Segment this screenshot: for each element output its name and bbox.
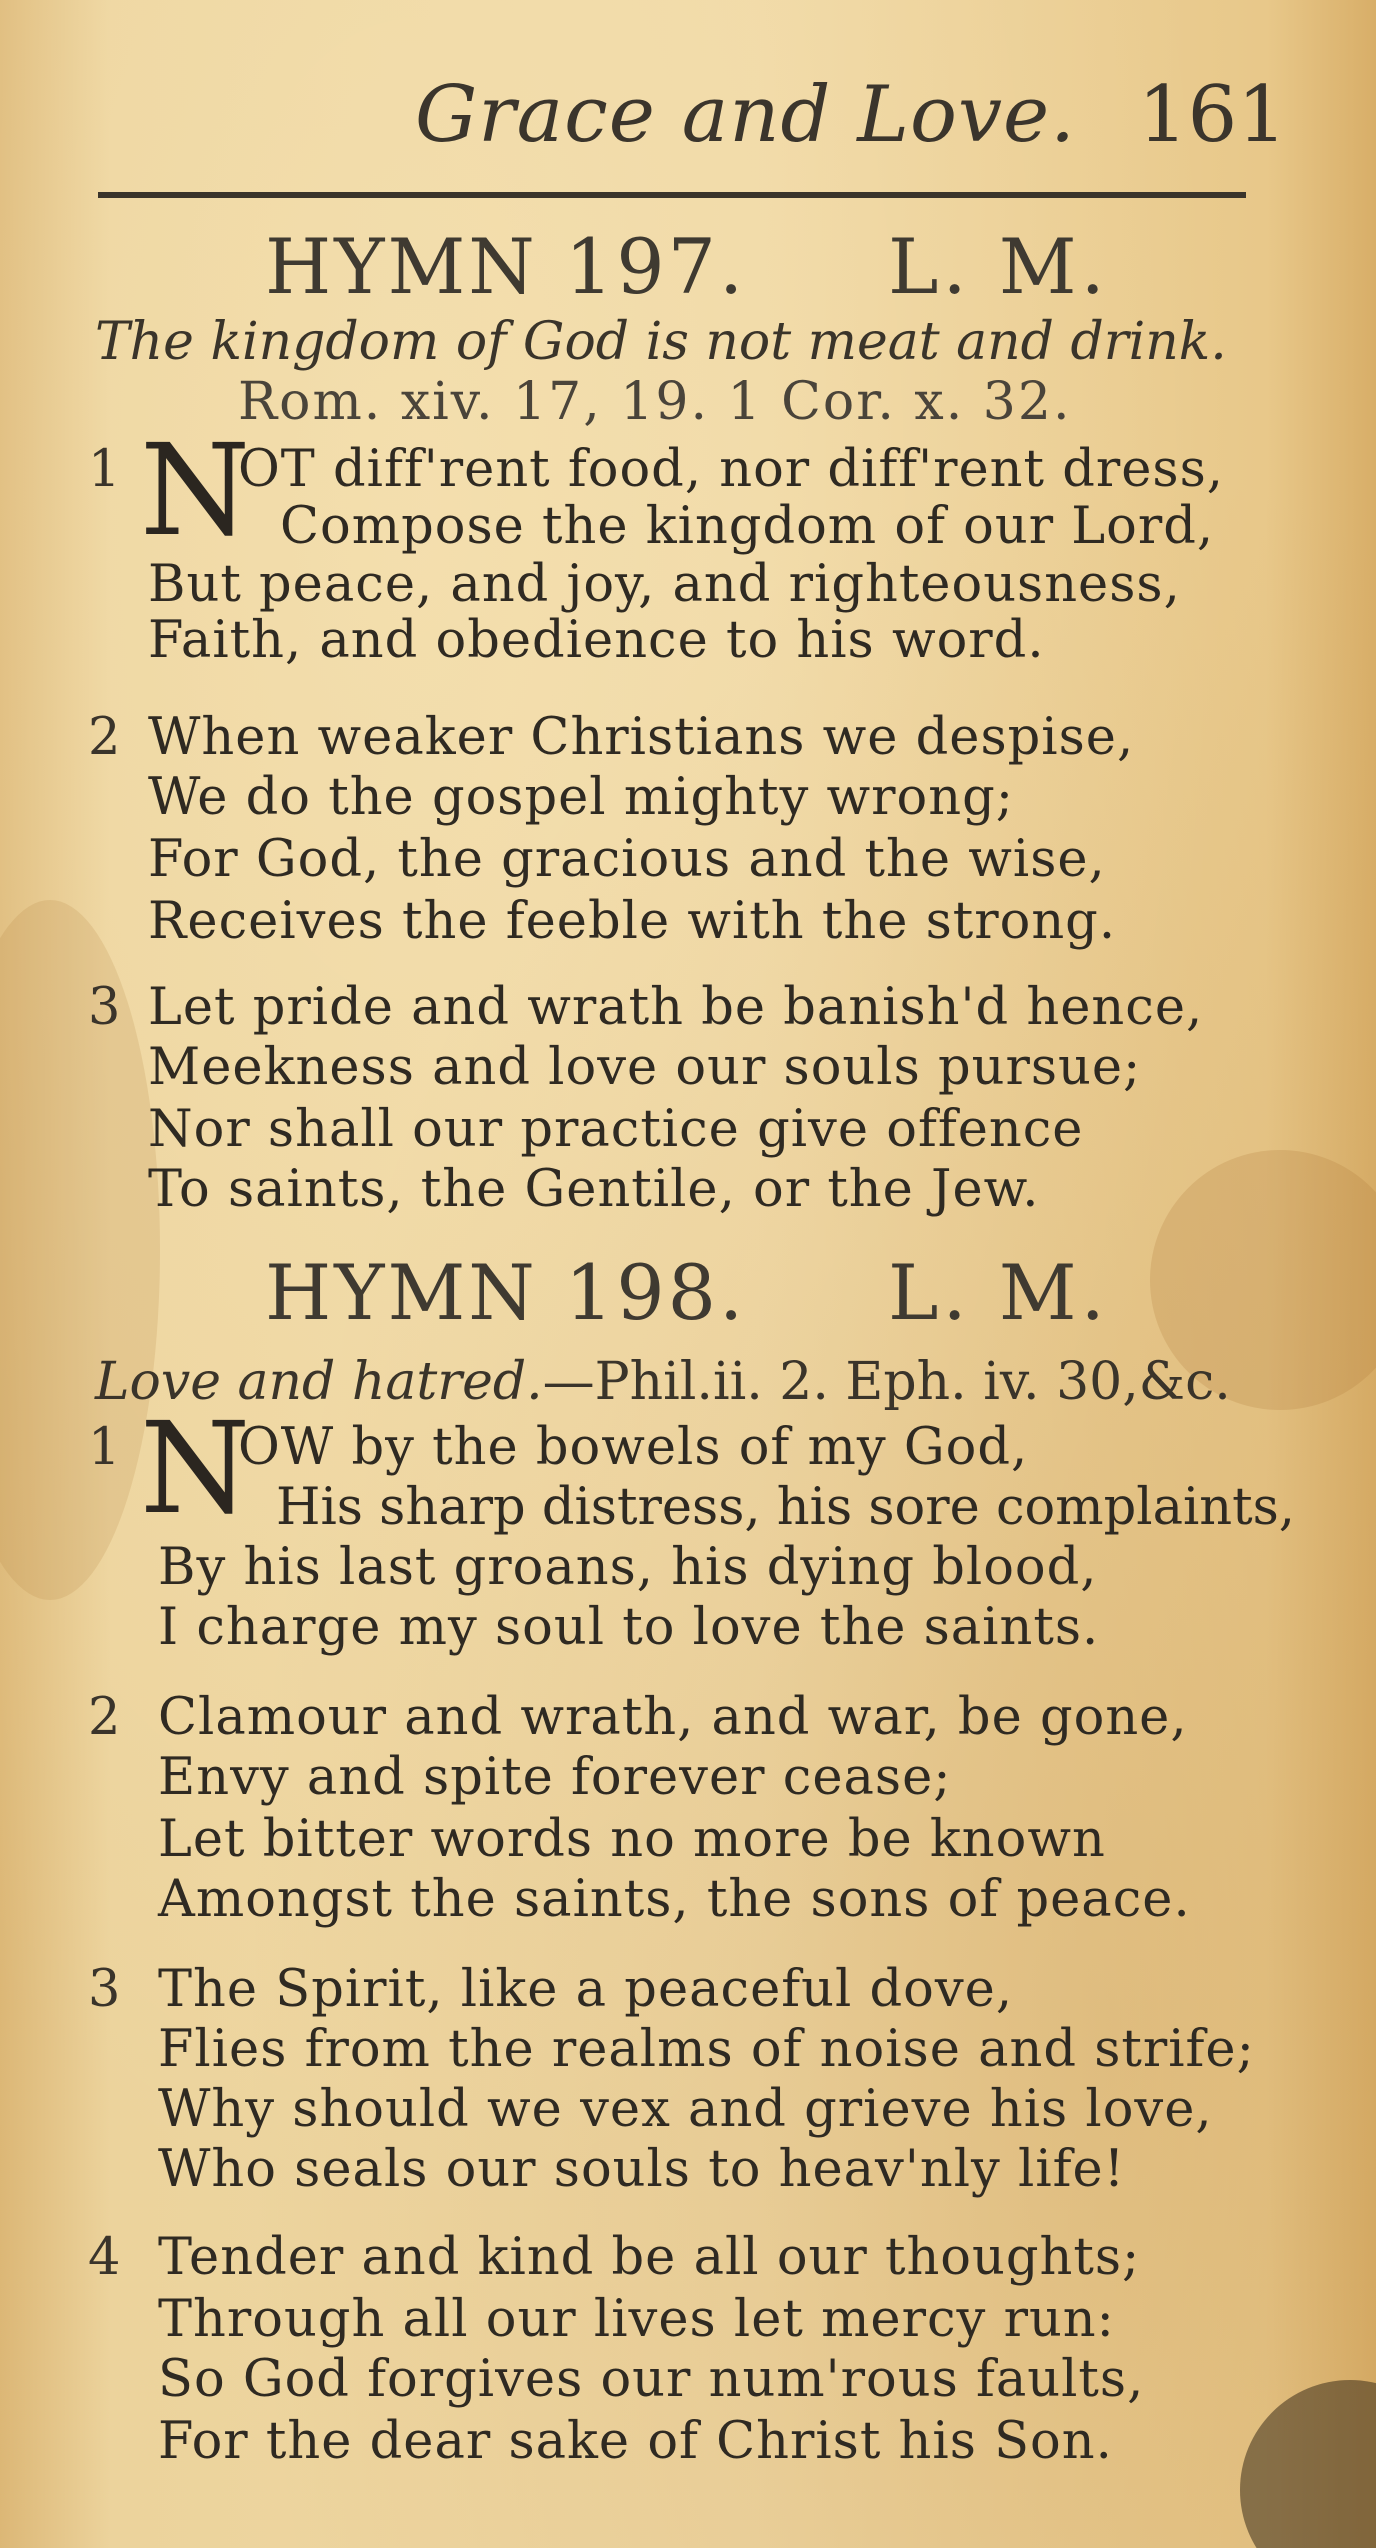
verse-number: 1 — [88, 440, 121, 499]
hymn-line: Nor shall our practice give offence — [148, 1100, 1084, 1159]
hymn-line: We do the gospel mighty wrong; — [148, 768, 1014, 827]
verse-number: 1 — [88, 1418, 121, 1477]
hymn-line: Clamour and wrath, and war, be gone, — [158, 1688, 1188, 1747]
scripture-reference: Rom. xiv. 17, 19. 1 Cor. x. 32. — [238, 372, 1072, 432]
hymn-line: To saints, the Gentile, or the Jew. — [148, 1160, 1040, 1219]
hymn-title: HYMN 197. — [265, 222, 747, 311]
hymn-line: By his last groans, his dying blood, — [158, 1538, 1098, 1597]
hymn-line: I charge my soul to love the saints. — [158, 1598, 1100, 1657]
running-title: Grace and Love. — [415, 70, 1076, 160]
hymn-line: Why should we vex and grieve his love, — [158, 2080, 1213, 2139]
hymn-line: Meekness and love our souls pursue; — [148, 1038, 1142, 1097]
hymn-line: For God, the gracious and the wise, — [148, 830, 1106, 889]
hymn-line: But peace, and joy, and righteousness, — [148, 555, 1181, 614]
hymn-line: The Spirit, like a peaceful dove, — [158, 1960, 1014, 2019]
hymn-line: Let pride and wrath be banish'd hence, — [148, 978, 1204, 1037]
hymn-line: Faith, and obedience to his word. — [148, 611, 1045, 670]
verse-number: 4 — [88, 2228, 121, 2287]
subtitle-reference: —Phil.ii. 2. Eph. iv. 30,&c. — [542, 1352, 1231, 1412]
hymn-197-heading — [0, 222, 1376, 318]
page-number: 161 — [1138, 70, 1287, 160]
hymn-line: OT diff'rent food, nor diff'rent dress, — [238, 440, 1224, 499]
verse-number: 2 — [88, 708, 121, 767]
hymn-line: For the dear sake of Christ his Son. — [158, 2412, 1113, 2471]
hymn-line: Let bitter words no more be known — [158, 1810, 1106, 1869]
hymn-198-heading — [0, 1248, 1376, 1344]
page-corner-shadow — [1240, 2380, 1376, 2548]
drop-cap: N — [140, 417, 251, 564]
hymn-line: Amongst the saints, the sons of peace. — [158, 1870, 1191, 1929]
subtitle-italic: Love and hatred. — [95, 1352, 543, 1412]
hymn-line: When weaker Christians we despise, — [148, 708, 1135, 767]
hymn-line: Through all our lives let mercy run: — [158, 2290, 1115, 2349]
verse-number: 3 — [88, 978, 121, 1037]
hymn-subtitle: The kingdom of God is not meat and drink. — [95, 312, 1227, 372]
hymn-line: So God forgives our num'rous faults, — [158, 2350, 1145, 2409]
drop-cap: N — [140, 1395, 251, 1542]
hymn-line: Tender and kind be all our thoughts; — [158, 2228, 1141, 2287]
hymn-line: Envy and spite forever cease; — [158, 1748, 952, 1807]
page-header — [0, 70, 1376, 180]
hymn-line: Flies from the realms of noise and strife; — [158, 2020, 1255, 2079]
header-rule — [98, 192, 1246, 198]
verse-number: 2 — [88, 1688, 121, 1747]
hymn-line: Compose the kingdom of our Lord, — [280, 497, 1215, 556]
hymn-line: OW by the bowels of my God, — [238, 1418, 1029, 1477]
hymn-title: HYMN 198. — [265, 1248, 747, 1337]
hymn-meter: L. M. — [888, 222, 1109, 311]
hymn-line: Receives the feeble with the strong. — [148, 892, 1117, 951]
hymn-line: Who seals our souls to heav'nly life! — [158, 2140, 1126, 2199]
verse-number: 3 — [88, 1960, 121, 2019]
hymn-meter: L. M. — [888, 1248, 1109, 1337]
hymn-line: His sharp distress, his sore complaints, — [276, 1478, 1296, 1537]
hymn-subtitle — [95, 1352, 1231, 1412]
